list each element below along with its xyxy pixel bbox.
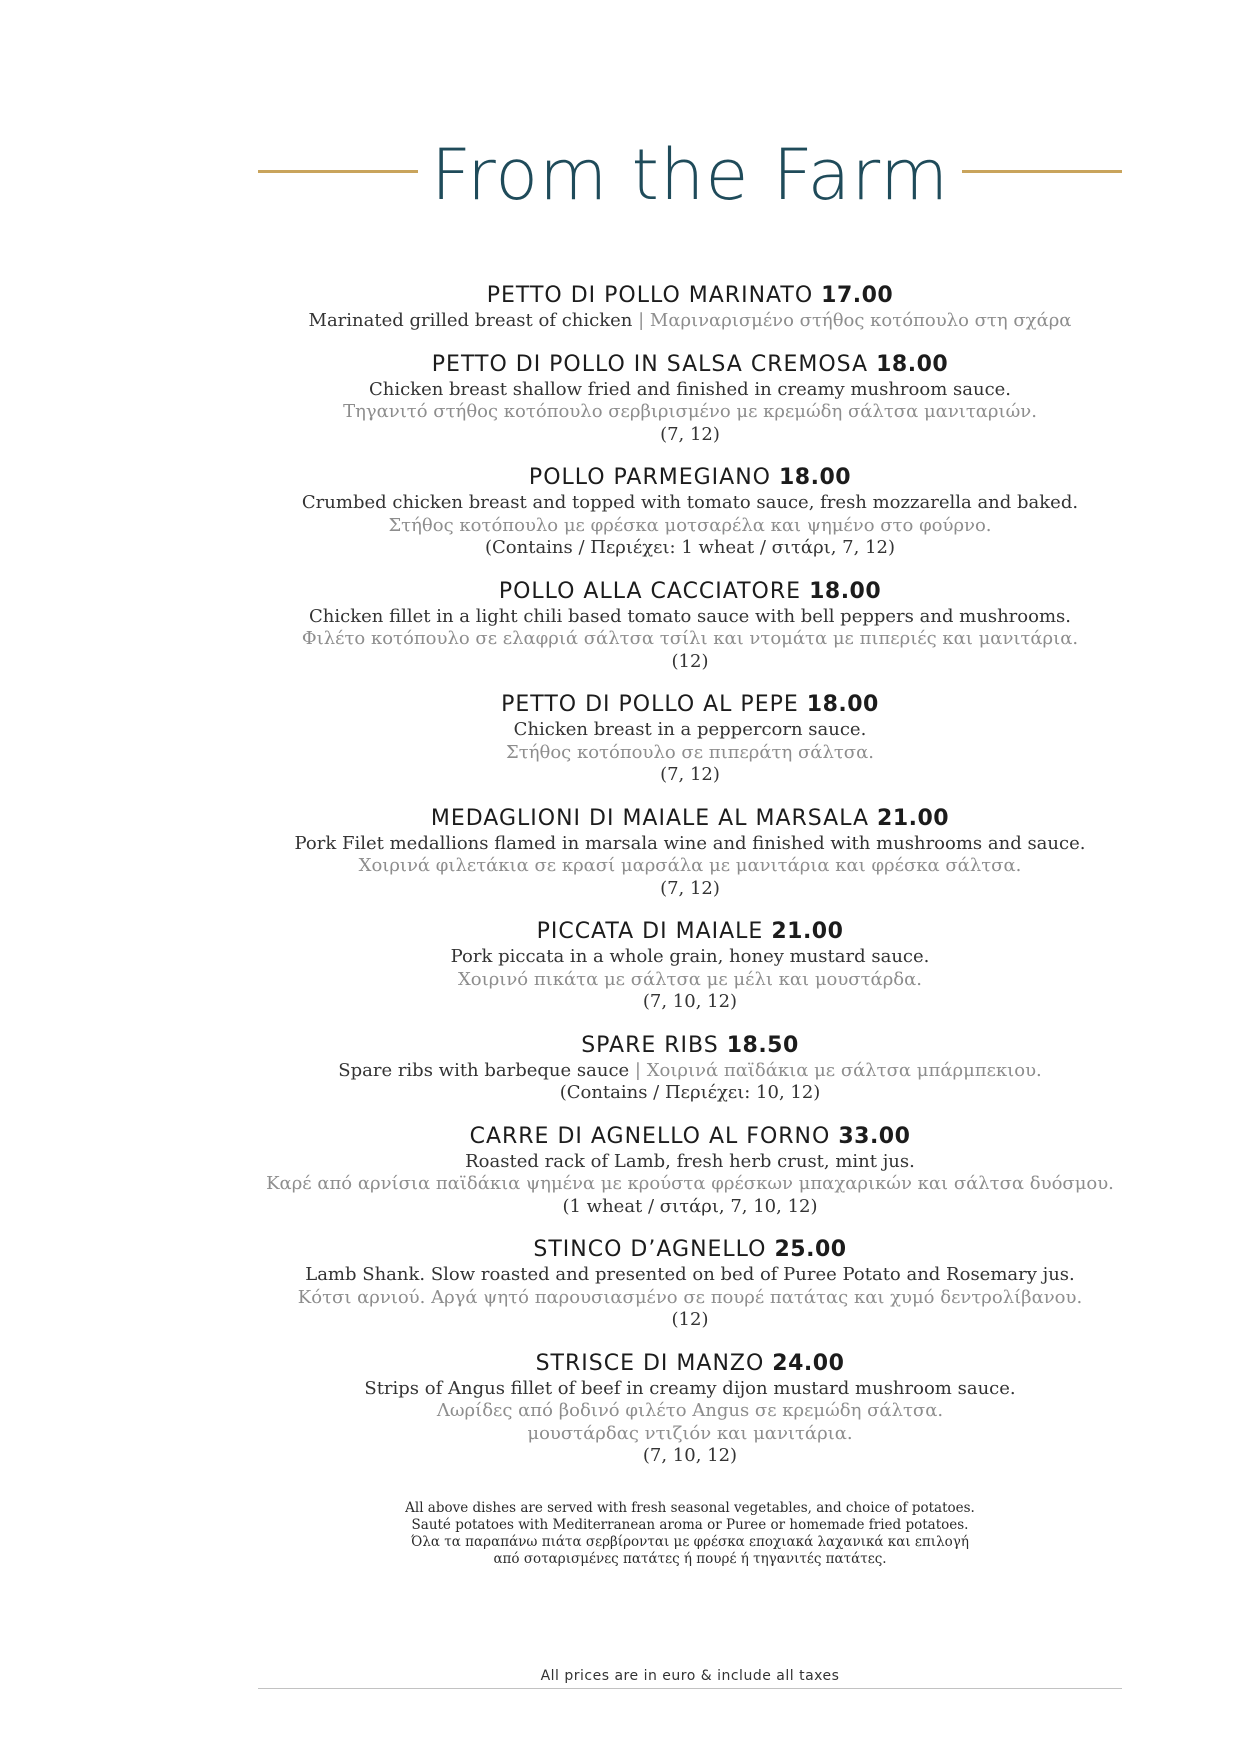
dish-description-gr: Χοιρινά φιλετάκια σε κρασί μαρσάλα με μανιτάρια και φρέσκα σάλτσα.	[358, 855, 1022, 876]
dish-description-en: Marinated grilled breast of chicken	[308, 310, 633, 331]
dish-description-en: Crumbed chicken breast and topped with tomato sauce, fresh mozzarella and baked.	[301, 492, 1079, 513]
menu-item	[258, 1032, 1122, 1105]
allergens: (1 wheat / σιτάρι, 7, 10, 12)	[562, 1195, 818, 1217]
dish-price: 18.00	[809, 578, 882, 604]
menu-item	[258, 351, 1122, 447]
menu-item	[258, 578, 1122, 674]
dish-description-gr: Φιλέτο κοτόπουλο σε ελαφριά σάλτσα τσίλι και ντομάτα με πιπεριές και μανιτάρια.	[301, 628, 1079, 649]
dish-price: 33.00	[838, 1123, 911, 1149]
dish-description-gr: Μαριναρισμένο στήθος κοτόπουλο στη σχάρα	[649, 310, 1072, 331]
footer-text: All prices are in euro & include all taxes	[540, 1668, 840, 1684]
dish-description-gr: Στήθος κοτόπουλο σε πιπεράτη σάλτσα.	[506, 741, 874, 763]
dish-description-gr: Κότσι αρνιού. Αργά ψητό παρουσιασμένο σε πουρέ πατάτας και χυμό δεντρολίβανου.	[297, 1286, 1083, 1308]
dish-description-gr-continued: μουστάρδας ντιζιόν και μανιτάρια.	[527, 1422, 853, 1444]
menu-item	[258, 1236, 1122, 1332]
dish-price: 18.00	[806, 692, 879, 717]
dish-name: PETTO DI POLLO AL PEPE	[501, 692, 799, 717]
header-rule-right	[962, 170, 1122, 173]
dish-name: PICCATA DI MAIALE	[536, 919, 764, 944]
allergens: (7, 10, 12)	[642, 1445, 738, 1466]
dish-price: 21.00	[877, 805, 950, 831]
dish-description-en: Strips of Angus fillet of beef in creamy dijon mustard mushroom sauce.	[364, 1377, 1016, 1399]
dish-description-en: Spare ribs with barbeque sauce	[338, 1059, 630, 1081]
divider: |	[632, 310, 650, 331]
side-dish-notes	[258, 1500, 1122, 1568]
menu-item	[258, 1350, 1122, 1468]
divider: |	[629, 1059, 647, 1081]
dish-price: 17.00	[821, 283, 894, 308]
allergens: (Contains / Περιέχει: 1 wheat / σιτάρι, 7, 12)	[484, 537, 895, 558]
dish-description-gr: Καρέ από αρνίσια παϊδάκια ψημένα με κρούστα φρέσκων μπαχαρικών και σάλτσα δυόσμου.	[266, 1173, 1114, 1194]
dish-description-en: Chicken fillet in a light chili based tomato sauce with bell peppers and mushrooms.	[309, 605, 1071, 627]
dish-name: POLLO PARMEGIANO	[528, 465, 771, 490]
allergens: (7, 12)	[660, 877, 720, 899]
allergens: (Contains / Περιέχει: 10, 12)	[559, 1082, 821, 1103]
note-line: Sauté potatoes with Mediterranean aroma or Puree or homemade fried potatoes.	[411, 1517, 969, 1533]
header-rule-left	[258, 170, 418, 173]
menu-item	[258, 1123, 1122, 1219]
dish-description-en: Pork Filet medallions flamed in marsala wine and finished with mushrooms and sauce.	[294, 832, 1086, 854]
dish-name: STRISCE DI MANZO	[535, 1350, 765, 1376]
dish-price: 18.00	[876, 351, 949, 377]
dish-name: POLLO ALLA CACCIATORE	[498, 578, 802, 604]
menu-item	[258, 464, 1122, 560]
dish-name: MEDAGLIONI DI MAIALE AL MARSALA	[430, 805, 870, 831]
dish-price: 24.00	[772, 1350, 845, 1376]
section-title: From the Farm	[430, 134, 950, 216]
dish-price: 25.00	[774, 1237, 847, 1262]
dish-description-en: Roasted rack of Lamb, fresh herb crust, mint jus.	[465, 1150, 915, 1172]
note-line: Όλα τα παραπάνω πιάτα σερβίρονται με φρέσκα εποχιακά λαχανικά και επιλογή	[411, 1534, 969, 1550]
dish-name: STINCO D’AGNELLO	[533, 1237, 767, 1262]
menu-item	[258, 691, 1122, 787]
footer-rule	[258, 1688, 1122, 1689]
dish-description-gr: Τηγανιτό στήθος κοτόπουλο σερβιρισμένο με κρεμώδη σάλτσα μανιταριών.	[343, 401, 1037, 422]
dish-name: CARRE DI AGNELLO AL FORNO	[469, 1123, 831, 1149]
footer	[258, 1668, 1122, 1689]
menu-item	[258, 918, 1122, 1014]
dish-description-en: Pork piccata in a whole grain, honey mustard sauce.	[450, 946, 930, 967]
dish-description-en: Lamb Shank. Slow roasted and presented on bed of Puree Potato and Rosemary jus.	[305, 1264, 1075, 1285]
dish-price: 18.50	[726, 1032, 799, 1058]
dish-description-gr: Χοιρινά παϊδάκια με σάλτσα μπάρμπεκιου.	[646, 1059, 1042, 1081]
menu-item	[258, 805, 1122, 901]
allergens: (12)	[671, 1309, 709, 1330]
menu-list	[258, 282, 1122, 1486]
dish-price: 21.00	[771, 919, 844, 944]
dish-description-en: Chicken breast in a peppercorn sauce.	[513, 719, 867, 740]
note-line: All above dishes are served with fresh seasonal vegetables, and choice of potatoes.	[405, 1500, 975, 1516]
dish-price: 18.00	[778, 465, 852, 490]
dish-description-gr: Λωρίδες από βοδινό φιλέτο Angus σε κρεμώδη σάλτσα.	[436, 1400, 944, 1421]
dish-name: SPARE RIBS	[581, 1032, 719, 1058]
dish-description-gr: Χοιρινό πικάτα με σάλτσα με μέλι και μουστάρδα.	[457, 968, 922, 990]
dish-description-en: Chicken breast shallow fried and finished in creamy mushroom sauce.	[368, 378, 1012, 400]
dish-description-gr: Στήθος κοτόπουλο με φρέσκα μοτσαρέλα και ψημένο στο φούρνο.	[388, 514, 992, 536]
allergens: (7, 10, 12)	[642, 991, 738, 1012]
allergens: (7, 12)	[660, 764, 720, 785]
menu-item	[258, 282, 1122, 333]
section-header	[258, 120, 1122, 230]
allergens: (7, 12)	[660, 423, 720, 445]
note-line: από σοταρισμένες πατάτες ή πουρέ ή τηγανιτές πατάτες.	[493, 1551, 887, 1567]
dish-name: PETTO DI POLLO IN SALSA CREMOSA	[431, 351, 869, 377]
dish-name: PETTO DI POLLO MARINATO	[486, 283, 814, 308]
allergens: (12)	[671, 650, 709, 672]
